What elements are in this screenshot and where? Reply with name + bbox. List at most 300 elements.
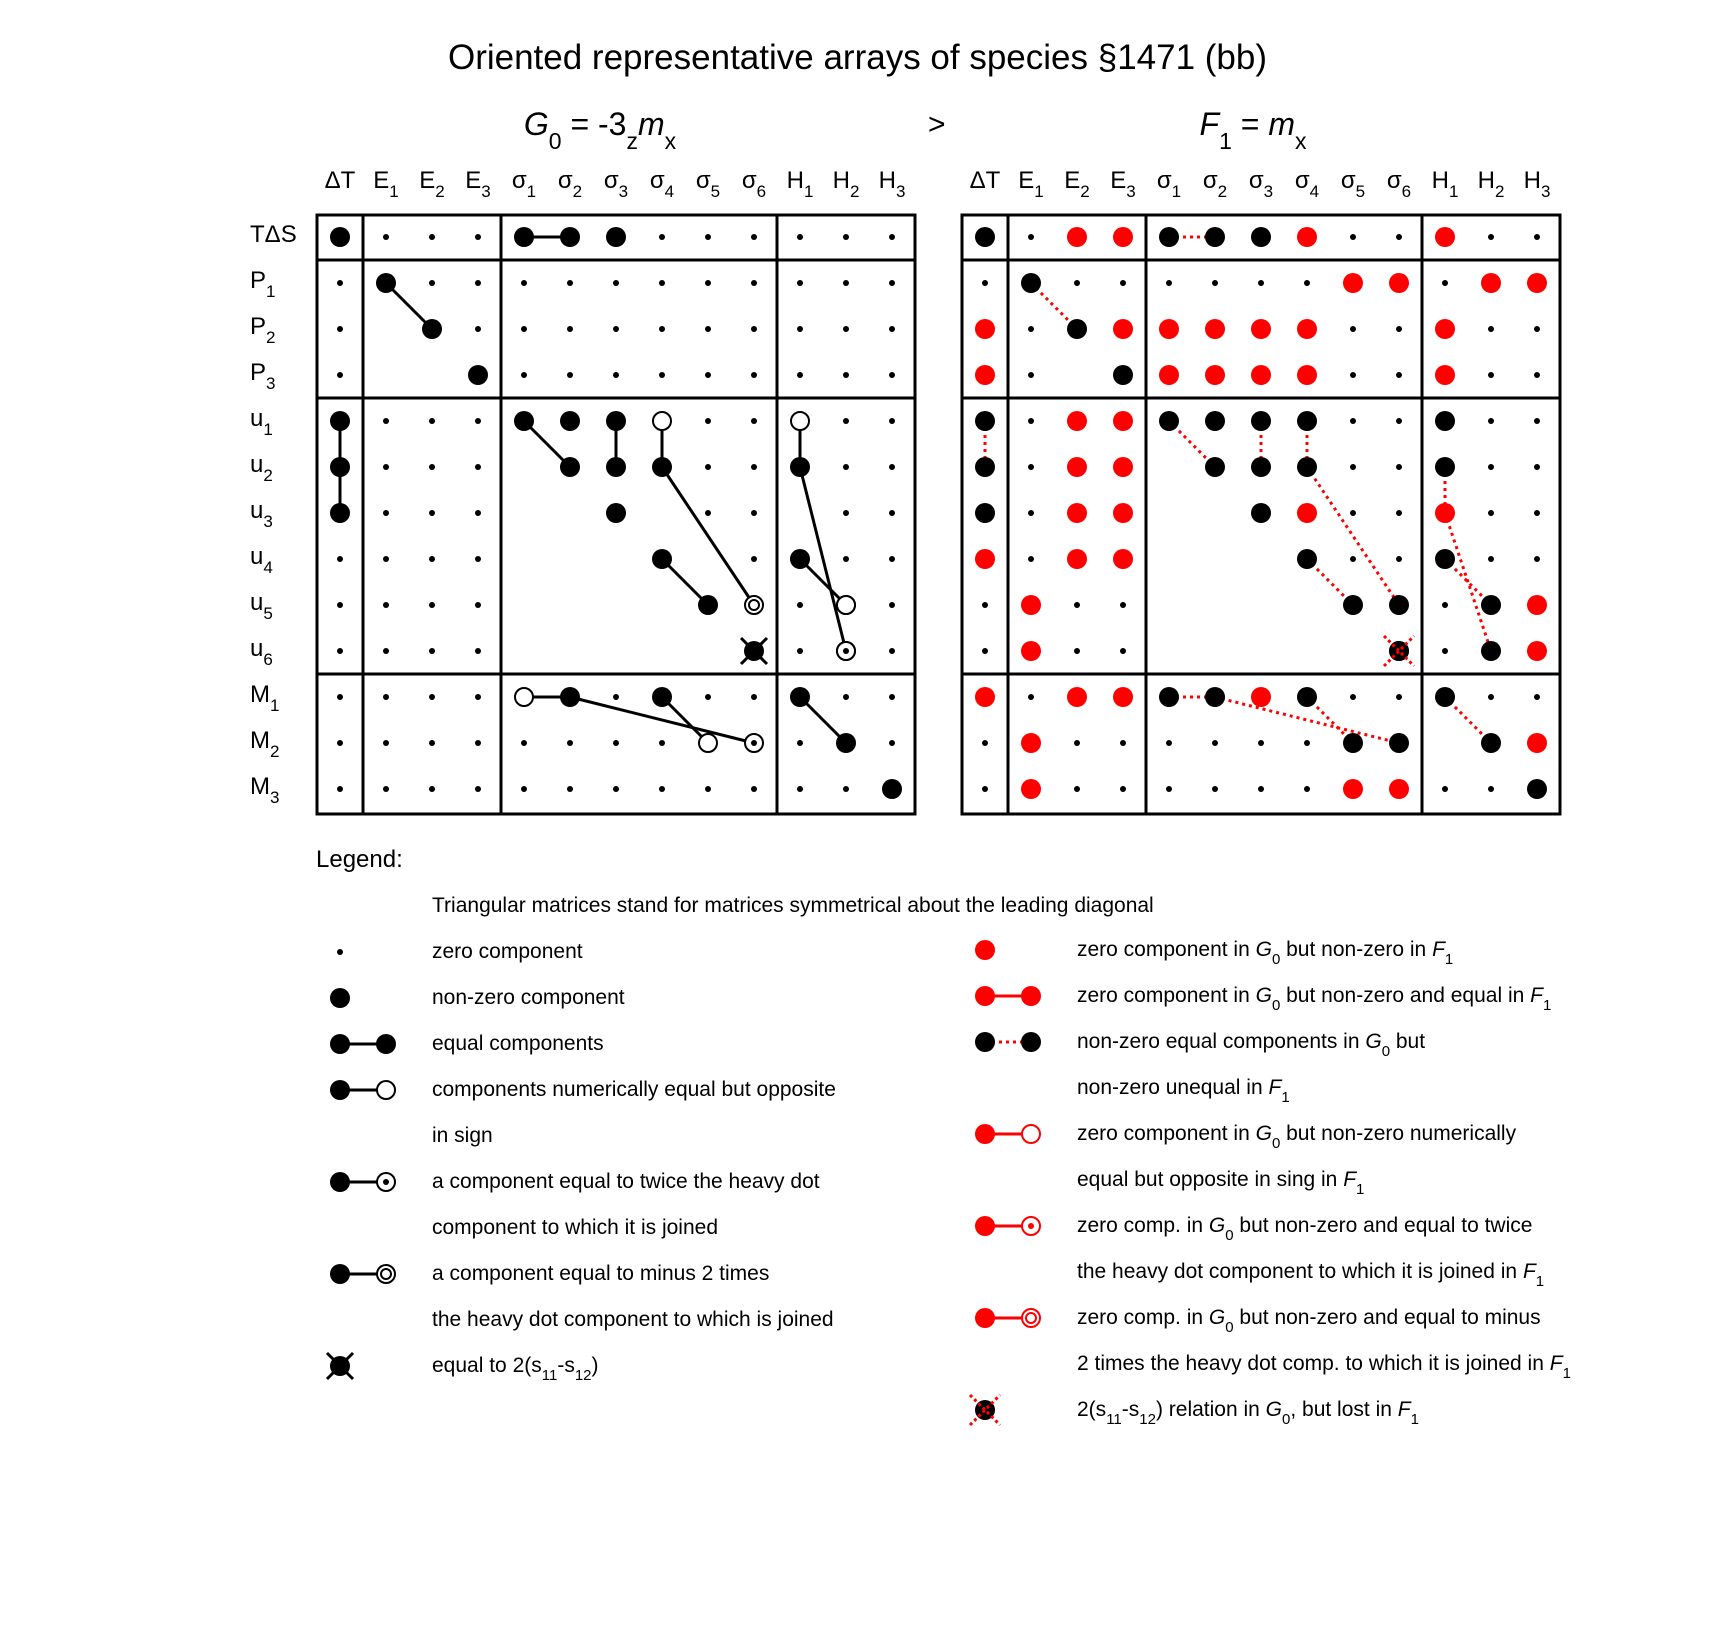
legend-r2-g: G xyxy=(1255,984,1272,1007)
legend-red-minus2-text-2 xyxy=(1077,1352,1571,1382)
left-zero-dot xyxy=(705,694,711,700)
right-zero-dot xyxy=(1488,372,1494,378)
left-zero-dot xyxy=(659,280,665,286)
right-heavy-dot xyxy=(975,503,995,523)
left-zero-dot xyxy=(659,234,665,240)
row-label-9 xyxy=(250,635,310,669)
legend-r1-a: zero component in xyxy=(1077,938,1256,961)
left-heavy-dot xyxy=(606,503,626,523)
col-label-main: ΔT xyxy=(324,167,356,194)
right-heavy-dot xyxy=(975,411,995,431)
left-zero-dot xyxy=(889,694,895,700)
legend-r7-c: , but lost in xyxy=(1290,1398,1398,1421)
left-zero-dot xyxy=(843,786,849,792)
left-col-label-2 xyxy=(410,167,454,201)
right-zero-dot xyxy=(982,602,988,608)
left-group-rhs-prefix: = -3 xyxy=(561,106,627,142)
col-label-main: σ xyxy=(1202,167,1218,194)
left-zero-dot xyxy=(475,234,481,240)
left-zero-dot xyxy=(337,372,343,378)
left-zero-dot xyxy=(843,326,849,332)
legend-opposite-circle xyxy=(377,1081,395,1099)
col-label-main: E xyxy=(1064,167,1081,194)
left-zero-dot xyxy=(613,326,619,332)
left-zero-dot xyxy=(659,372,665,378)
right-zero-dot xyxy=(1488,326,1494,332)
left-link xyxy=(662,467,754,605)
legend-red-dot-text xyxy=(1077,938,1454,968)
left-zero-dot xyxy=(383,418,389,424)
left-zero-dot xyxy=(797,740,803,746)
right-heavy-dot xyxy=(1297,687,1317,707)
right-red-dot xyxy=(1021,641,1041,661)
row-label-6 xyxy=(250,497,310,531)
right-zero-dot xyxy=(1350,510,1356,516)
legend-r6-b: but non-zero and equal to minus xyxy=(1233,1306,1541,1329)
row-label-3 xyxy=(250,359,310,393)
legend-cross-sub2: 12 xyxy=(574,1367,592,1384)
left-zero-dot xyxy=(521,280,527,286)
left-zero-dot xyxy=(337,556,343,562)
right-heavy-dot xyxy=(1527,779,1547,799)
right-red-dot xyxy=(1067,503,1087,523)
left-double-circle xyxy=(745,596,763,614)
legend-lost-equal-dot-a xyxy=(975,1032,995,1052)
col-label-sub: 2 xyxy=(1494,182,1505,201)
col-label-main: E xyxy=(465,167,482,194)
legend-opposite-text: components numerically equal but opposite xyxy=(432,1078,836,1101)
row-label-sub: 6 xyxy=(263,650,273,669)
legend-r4-c: equal but opposite in sing in xyxy=(1077,1168,1344,1191)
left-zero-dot xyxy=(429,464,435,470)
right-heavy-dot xyxy=(1343,595,1363,615)
right-red-dot xyxy=(1297,227,1317,247)
right-zero-dot xyxy=(1534,510,1540,516)
left-heavy-dot xyxy=(698,595,718,615)
right-heavy-dot xyxy=(1389,595,1409,615)
right-col-label-1 xyxy=(1009,167,1053,201)
right-red-dot xyxy=(975,687,995,707)
left-zero-dot xyxy=(889,556,895,562)
right-zero-dot xyxy=(1304,786,1310,792)
col-label-main: σ xyxy=(557,167,573,194)
col-label-main: H xyxy=(1477,167,1495,194)
legend-red-minus2-circle xyxy=(1022,1309,1040,1327)
col-label-sub: 3 xyxy=(618,182,629,201)
legend-r6-g-index: 0 xyxy=(1225,1319,1234,1336)
right-col-label-4 xyxy=(1147,167,1191,201)
row-label-main: P xyxy=(250,267,267,294)
left-zero-dot xyxy=(521,372,527,378)
legend-r7-b: ) relation in xyxy=(1155,1398,1266,1421)
col-label-sub: 4 xyxy=(1309,182,1320,201)
left-zero-dot xyxy=(475,418,481,424)
right-zero-dot xyxy=(1258,786,1264,792)
left-zero-dot xyxy=(889,326,895,332)
right-heavy-dot xyxy=(1297,549,1317,569)
col-label-main: σ xyxy=(1248,167,1264,194)
row-label-sub: 4 xyxy=(263,558,273,577)
right-zero-dot xyxy=(1396,418,1402,424)
left-zero-dot xyxy=(383,464,389,470)
right-heavy-dot xyxy=(1343,733,1363,753)
left-zero-dot xyxy=(383,234,389,240)
left-zero-dot xyxy=(751,556,757,562)
left-open-circle xyxy=(653,412,671,430)
col-label-sub: 1 xyxy=(526,182,537,201)
row-label-main: M xyxy=(250,681,270,708)
legend-r3-g: G xyxy=(1365,1030,1382,1053)
right-zero-dot xyxy=(1350,556,1356,562)
right-red-dot xyxy=(1527,733,1547,753)
left-zero-dot xyxy=(429,510,435,516)
row-label-sub: 3 xyxy=(263,512,273,531)
right-heavy-dot xyxy=(1481,733,1501,753)
legend-r4-f: F xyxy=(1343,1168,1357,1191)
right-group-rhs-x: x xyxy=(1294,128,1307,154)
right-col-label-9 xyxy=(1377,167,1421,201)
left-zero-dot xyxy=(429,280,435,286)
col-label-sub: 3 xyxy=(481,182,491,201)
right-red-dot xyxy=(1067,227,1087,247)
row-label-main: u xyxy=(250,543,264,570)
legend-r1-f-index: 1 xyxy=(1444,951,1454,968)
left-zero-dot xyxy=(613,372,619,378)
left-zero-dot xyxy=(797,372,803,378)
left-heavy-dot xyxy=(560,227,580,247)
left-col-label-8 xyxy=(686,167,730,201)
col-label-main: H xyxy=(832,167,850,194)
col-label-sub: 6 xyxy=(756,182,767,201)
legend-minus2-text: a component equal to minus 2 times xyxy=(432,1262,770,1285)
right-heavy-dot xyxy=(1435,457,1455,477)
left-dot-circle-center xyxy=(843,648,849,654)
left-zero-dot xyxy=(383,740,389,746)
legend-lost-equal-text-2 xyxy=(1077,1076,1290,1106)
right-red-dot xyxy=(975,319,995,339)
right-red-dot xyxy=(1021,595,1041,615)
right-red-dot xyxy=(1343,779,1363,799)
left-zero-dot xyxy=(429,556,435,562)
left-heavy-dot xyxy=(790,687,810,707)
col-label-main: E xyxy=(419,167,436,194)
legend-cross-mid: -s xyxy=(557,1354,575,1377)
left-open-circle xyxy=(837,596,855,614)
left-group-index: 0 xyxy=(548,128,562,154)
col-label-main: E xyxy=(373,167,390,194)
right-red-dot xyxy=(1067,549,1087,569)
left-zero-dot xyxy=(383,786,389,792)
right-zero-dot xyxy=(1074,740,1080,746)
col-label-main: σ xyxy=(1386,167,1402,194)
left-zero-dot xyxy=(475,280,481,286)
left-heavy-dot xyxy=(330,227,350,247)
right-zero-dot xyxy=(1534,556,1540,562)
left-zero-dot xyxy=(337,648,343,654)
legend-red-opposite-dot xyxy=(975,1124,995,1144)
right-zero-dot xyxy=(1028,418,1034,424)
right-zero-dot xyxy=(1120,648,1126,654)
left-zero-dot xyxy=(475,556,481,562)
right-red-dot xyxy=(1527,641,1547,661)
right-zero-dot xyxy=(1442,602,1448,608)
right-zero-dot xyxy=(1120,740,1126,746)
row-label-main: M xyxy=(250,727,270,754)
row-label-sub: 3 xyxy=(270,788,280,807)
legend-equal-dot-b xyxy=(376,1034,396,1054)
left-zero-dot xyxy=(751,234,757,240)
left-zero-dot xyxy=(567,740,573,746)
legend-cross-post: ) xyxy=(591,1354,599,1377)
left-open-circle xyxy=(515,688,533,706)
right-red-dot xyxy=(1159,365,1179,385)
right-col-label-7 xyxy=(1285,167,1329,201)
right-zero-dot xyxy=(1028,510,1034,516)
legend-r6-f-index: 1 xyxy=(1562,1365,1571,1382)
left-col-label-10 xyxy=(778,167,822,201)
right-heavy-dot xyxy=(1205,457,1225,477)
col-label-sub: 5 xyxy=(710,182,721,201)
left-zero-dot xyxy=(889,740,895,746)
right-heavy-dot xyxy=(1481,641,1501,661)
right-heavy-dot xyxy=(1159,227,1179,247)
left-zero-dot xyxy=(613,786,619,792)
left-zero-dot xyxy=(843,464,849,470)
left-zero-dot xyxy=(383,602,389,608)
right-red-dot xyxy=(1113,457,1133,477)
legend-twice-text-2: component to which it is joined xyxy=(432,1216,718,1239)
row-label-main: u xyxy=(250,589,264,616)
legend-cross-pre: equal to 2(s xyxy=(432,1354,542,1377)
right-red-dot xyxy=(1113,503,1133,523)
right-zero-dot xyxy=(1074,280,1080,286)
right-zero-dot xyxy=(1396,464,1402,470)
right-col-label-0 xyxy=(963,168,1007,194)
row-label-main: u xyxy=(250,497,264,524)
legend-r7-f-index: 1 xyxy=(1410,1411,1419,1428)
right-red-dot xyxy=(1527,595,1547,615)
right-heavy-dot xyxy=(1021,273,1041,293)
left-group-title xyxy=(450,104,750,154)
left-zero-dot xyxy=(797,648,803,654)
legend-r3-g-index: 0 xyxy=(1381,1043,1391,1060)
right-zero-dot xyxy=(1028,234,1034,240)
col-label-sub: 3 xyxy=(1263,182,1274,201)
col-label-sub: 2 xyxy=(849,182,860,201)
legend-r1-b: but non-zero in xyxy=(1280,938,1433,961)
right-zero-dot xyxy=(1442,648,1448,654)
left-zero-dot xyxy=(475,786,481,792)
legend-r2-f-index: 1 xyxy=(1542,997,1552,1014)
left-zero-dot xyxy=(521,740,527,746)
left-zero-dot xyxy=(567,280,573,286)
left-zero-dot xyxy=(751,786,757,792)
col-label-main: σ xyxy=(603,167,619,194)
left-zero-dot xyxy=(751,418,757,424)
left-zero-dot xyxy=(659,786,665,792)
right-zero-dot xyxy=(1350,418,1356,424)
right-red-dot xyxy=(975,549,995,569)
right-zero-dot xyxy=(1534,694,1540,700)
row-label-sub: 2 xyxy=(270,742,280,761)
left-zero-dot xyxy=(383,510,389,516)
right-red-dot xyxy=(1205,365,1225,385)
left-zero-dot xyxy=(429,418,435,424)
legend-r4-f-index: 1 xyxy=(1356,1181,1365,1198)
right-zero-dot xyxy=(1396,234,1402,240)
legend-twice-dot xyxy=(330,1172,350,1192)
left-zero-dot xyxy=(889,418,895,424)
legend-r3-a: non-zero equal components in xyxy=(1077,1030,1366,1053)
left-heavy-dot xyxy=(376,273,396,293)
right-zero-dot xyxy=(982,786,988,792)
legend-red-opposite-circle xyxy=(1022,1125,1040,1143)
col-label-main: H xyxy=(878,167,896,194)
right-zero-dot xyxy=(1212,740,1218,746)
left-zero-dot xyxy=(889,234,895,240)
left-group-rhs-m: m xyxy=(637,106,665,142)
legend-title: Legend: xyxy=(316,846,403,873)
left-zero-dot xyxy=(889,372,895,378)
right-group-rhs-prefix: = xyxy=(1231,106,1269,142)
legend-r5-f: F xyxy=(1522,1260,1536,1283)
left-zero-dot xyxy=(751,326,757,332)
col-label-sub: 1 xyxy=(389,182,399,201)
right-zero-dot xyxy=(1304,280,1310,286)
left-zero-dot xyxy=(751,510,757,516)
col-label-main: σ xyxy=(695,167,711,194)
left-zero-dot xyxy=(521,326,527,332)
legend-r7-sub2: 12 xyxy=(1139,1411,1156,1428)
right-red-dot xyxy=(1113,411,1133,431)
right-heavy-dot xyxy=(1205,687,1225,707)
left-zero-dot xyxy=(337,280,343,286)
right-zero-dot xyxy=(1028,694,1034,700)
right-zero-dot xyxy=(1120,280,1126,286)
legend-twice-circle-center xyxy=(383,1179,389,1185)
left-zero-dot xyxy=(705,786,711,792)
legend-r2-a: zero component in xyxy=(1077,984,1256,1007)
right-heavy-dot xyxy=(1251,503,1271,523)
left-heavy-dot xyxy=(560,457,580,477)
right-zero-dot xyxy=(982,740,988,746)
right-red-dot xyxy=(1021,779,1041,799)
legend-r7-pre: 2(s xyxy=(1077,1398,1107,1421)
right-zero-dot xyxy=(1258,280,1264,286)
right-heavy-dot xyxy=(1251,227,1271,247)
right-zero-dot xyxy=(1304,740,1310,746)
legend-cross-text xyxy=(432,1354,599,1384)
right-zero-dot xyxy=(1350,372,1356,378)
right-heavy-dot xyxy=(975,227,995,247)
right-red-dot xyxy=(1297,503,1317,523)
legend-r6-a: zero comp. in xyxy=(1077,1306,1209,1329)
row-label-5 xyxy=(250,451,310,485)
left-col-label-3 xyxy=(456,167,500,201)
col-label-sub: 1 xyxy=(1448,182,1459,201)
right-heavy-dot xyxy=(1435,687,1455,707)
right-heavy-dot xyxy=(1435,411,1455,431)
right-zero-dot xyxy=(1028,556,1034,562)
legend-r6-c: 2 times the heavy dot comp. to which it is joined in xyxy=(1077,1352,1550,1375)
right-red-dot xyxy=(1389,273,1409,293)
left-zero-dot xyxy=(797,280,803,286)
right-red-dot xyxy=(1435,227,1455,247)
left-heavy-dot xyxy=(606,457,626,477)
legend-r4-g: G xyxy=(1255,1122,1272,1145)
row-label-10 xyxy=(250,681,310,715)
legend-r7-g-index: 0 xyxy=(1282,1411,1291,1428)
left-zero-dot xyxy=(843,372,849,378)
left-zero-dot xyxy=(705,234,711,240)
right-heavy-dot xyxy=(1251,411,1271,431)
col-label-main: H xyxy=(1431,167,1449,194)
legend-nonzero-text: non-zero component xyxy=(432,986,625,1009)
left-zero-dot xyxy=(843,280,849,286)
col-label-sub: 2 xyxy=(435,182,445,201)
left-heavy-dot xyxy=(606,227,626,247)
legend-minus2-circle xyxy=(377,1265,395,1283)
left-zero-dot xyxy=(429,234,435,240)
legend-lost-equal-dot-b xyxy=(1021,1032,1041,1052)
right-col-label-12 xyxy=(1515,167,1559,201)
left-zero-dot xyxy=(705,326,711,332)
left-zero-dot xyxy=(429,602,435,608)
right-zero-dot xyxy=(1488,464,1494,470)
right-heavy-dot xyxy=(1205,411,1225,431)
left-zero-dot xyxy=(429,786,435,792)
legend-red-equal-dot-b xyxy=(1021,986,1041,1006)
row-label-main: u xyxy=(250,635,264,662)
col-label-sub: 2 xyxy=(1080,182,1090,201)
right-zero-dot xyxy=(1396,556,1402,562)
row-label-main: u xyxy=(250,451,264,478)
legend-r7-sub1: 11 xyxy=(1106,1411,1122,1428)
left-zero-dot xyxy=(659,740,665,746)
left-zero-dot xyxy=(843,418,849,424)
left-zero-dot xyxy=(705,464,711,470)
legend-r5-g-index: 0 xyxy=(1225,1227,1234,1244)
right-red-dot xyxy=(1297,319,1317,339)
left-open-circle xyxy=(791,412,809,430)
right-col-label-11 xyxy=(1469,167,1513,201)
left-zero-dot xyxy=(797,602,803,608)
right-zero-dot xyxy=(1350,694,1356,700)
legend-red-opposite-text-2 xyxy=(1077,1168,1365,1198)
right-heavy-dot xyxy=(1067,319,1087,339)
col-label-main: σ xyxy=(1156,167,1172,194)
right-heavy-dot xyxy=(1297,411,1317,431)
left-col-label-6 xyxy=(594,167,638,201)
legend-r2-g-index: 0 xyxy=(1271,997,1281,1014)
legend-r3-b: but xyxy=(1390,1030,1426,1053)
right-red-dot xyxy=(1067,411,1087,431)
right-zero-dot xyxy=(1258,740,1264,746)
legend-cross-sub1: 11 xyxy=(541,1367,558,1384)
row-label-2 xyxy=(250,313,310,347)
col-label-sub: 1 xyxy=(1034,182,1044,201)
left-zero-dot xyxy=(613,280,619,286)
left-zero-dot xyxy=(475,510,481,516)
right-zero-dot xyxy=(1166,786,1172,792)
legend-red-twice-text xyxy=(1077,1214,1533,1244)
left-open-circle xyxy=(699,734,717,752)
left-heavy-dot xyxy=(330,411,350,431)
left-col-label-0 xyxy=(318,168,362,194)
left-col-label-7 xyxy=(640,167,684,201)
right-red-dot xyxy=(1251,319,1271,339)
right-heavy-dot xyxy=(1205,227,1225,247)
